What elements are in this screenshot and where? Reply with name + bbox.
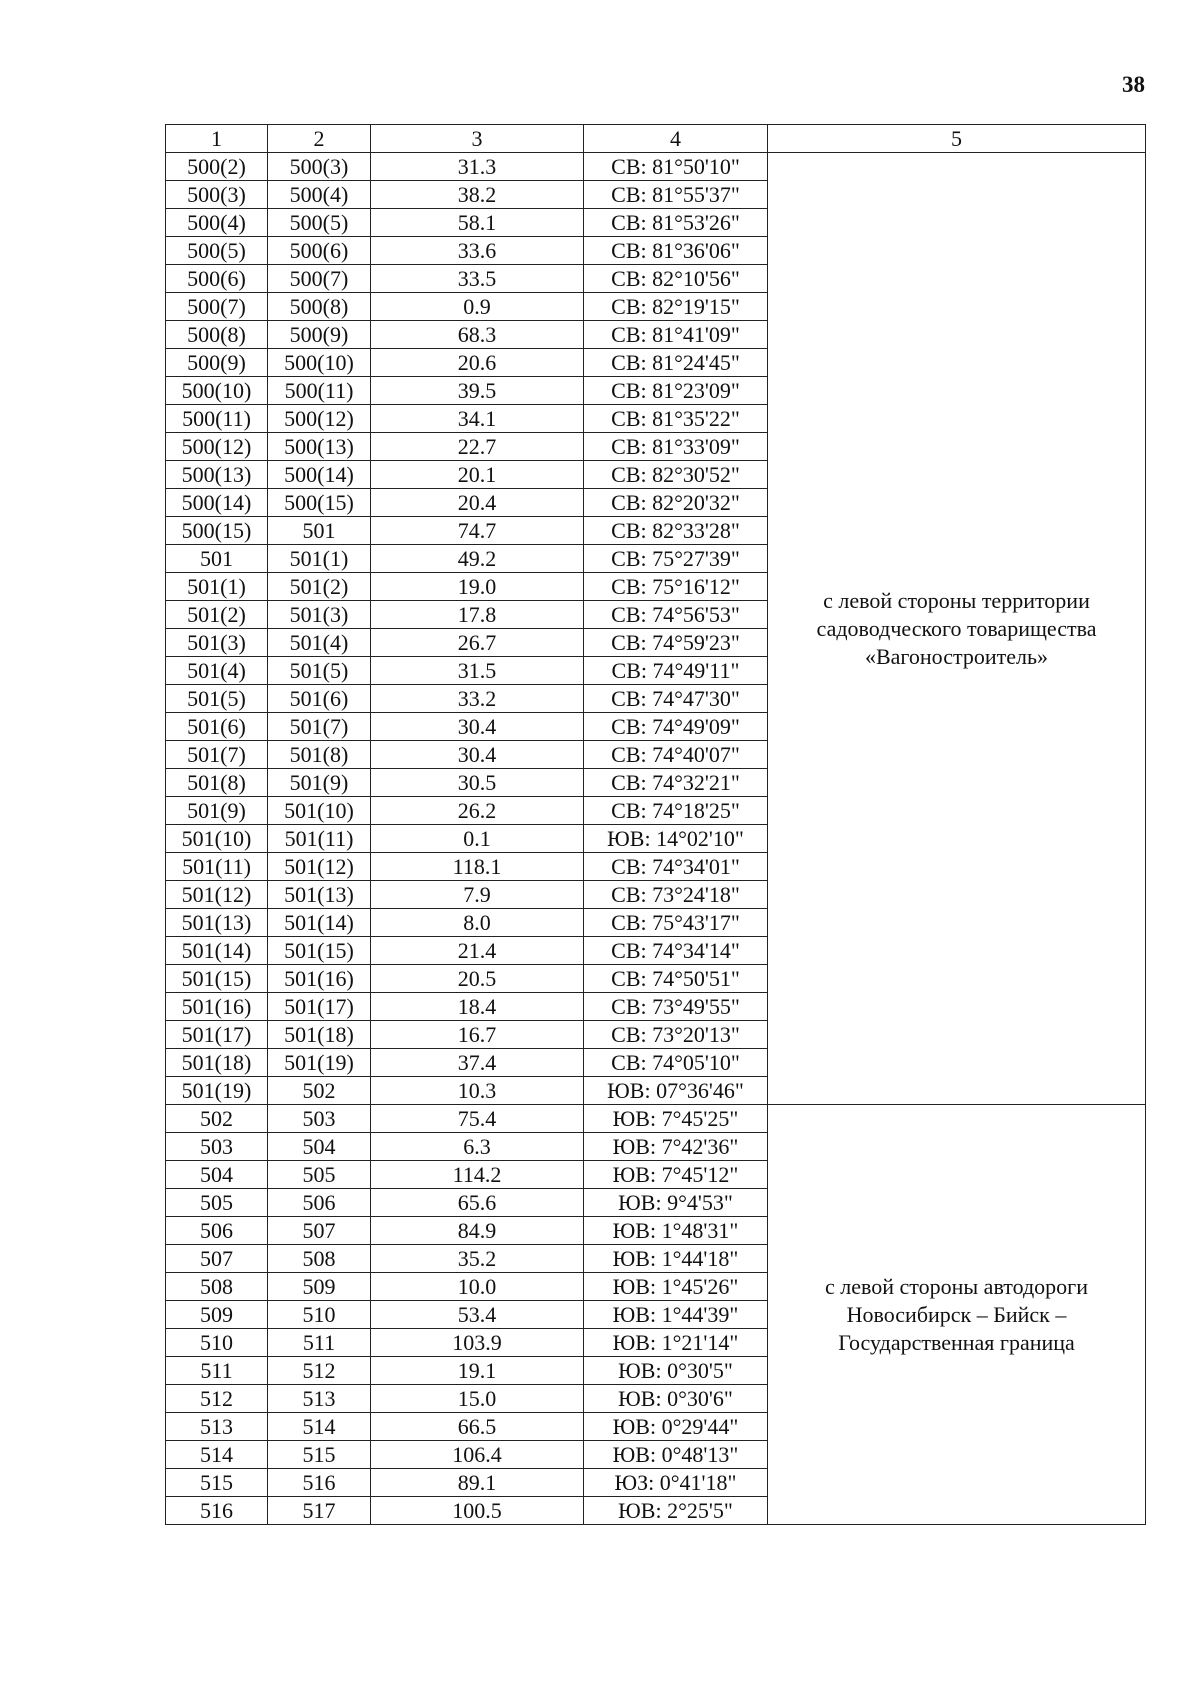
distance-cell: 74.7 xyxy=(371,517,584,545)
from-point-cell: 506 xyxy=(166,1217,268,1245)
from-point-cell: 500(10) xyxy=(166,377,268,405)
bearing-cell: ЮВ: 14°02'10" xyxy=(584,825,768,853)
from-point-cell: 501(14) xyxy=(166,937,268,965)
to-point-cell: 500(4) xyxy=(268,181,371,209)
bearing-cell: СВ: 82°33'28" xyxy=(584,517,768,545)
bearing-cell: ЮВ: 7°45'25" xyxy=(584,1105,768,1133)
bearing-cell: ЮВ: 1°44'39" xyxy=(584,1301,768,1329)
distance-cell: 39.5 xyxy=(371,377,584,405)
to-point-cell: 501(19) xyxy=(268,1049,371,1077)
from-point-cell: 511 xyxy=(166,1357,268,1385)
bearing-cell: ЮВ: 0°48'13" xyxy=(584,1441,768,1469)
bearing-cell: СВ: 81°23'09" xyxy=(584,377,768,405)
from-point-cell: 512 xyxy=(166,1385,268,1413)
bearing-cell: СВ: 74°40'07" xyxy=(584,741,768,769)
to-point-cell: 500(13) xyxy=(268,433,371,461)
to-point-cell: 501(3) xyxy=(268,601,371,629)
from-point-cell: 509 xyxy=(166,1301,268,1329)
from-point-cell: 500(15) xyxy=(166,517,268,545)
distance-cell: 21.4 xyxy=(371,937,584,965)
distance-cell: 16.7 xyxy=(371,1021,584,1049)
from-point-cell: 501(19) xyxy=(166,1077,268,1105)
distance-cell: 31.5 xyxy=(371,657,584,685)
bearing-cell: СВ: 74°34'14" xyxy=(584,937,768,965)
to-point-cell: 501(8) xyxy=(268,741,371,769)
distance-cell: 68.3 xyxy=(371,321,584,349)
from-point-cell: 500(3) xyxy=(166,181,268,209)
from-point-cell: 510 xyxy=(166,1329,268,1357)
bearing-cell: ЮЗ: 0°41'18" xyxy=(584,1469,768,1497)
distance-cell: 20.4 xyxy=(371,489,584,517)
distance-cell: 100.5 xyxy=(371,1497,584,1525)
from-point-cell: 502 xyxy=(166,1105,268,1133)
distance-cell: 0.9 xyxy=(371,293,584,321)
to-point-cell: 500(9) xyxy=(268,321,371,349)
to-point-cell: 501(9) xyxy=(268,769,371,797)
to-point-cell: 501(4) xyxy=(268,629,371,657)
distance-cell: 30.5 xyxy=(371,769,584,797)
bearing-cell: СВ: 82°30'52" xyxy=(584,461,768,489)
distance-cell: 10.0 xyxy=(371,1273,584,1301)
distance-cell: 114.2 xyxy=(371,1161,584,1189)
distance-cell: 103.9 xyxy=(371,1329,584,1357)
to-point-cell: 501(17) xyxy=(268,993,371,1021)
to-point-cell: 508 xyxy=(268,1245,371,1273)
to-point-cell: 500(5) xyxy=(268,209,371,237)
distance-cell: 15.0 xyxy=(371,1385,584,1413)
distance-cell: 33.5 xyxy=(371,265,584,293)
to-point-cell: 500(8) xyxy=(268,293,371,321)
column-header-4: 4 xyxy=(584,125,768,153)
to-point-cell: 501(1) xyxy=(268,545,371,573)
to-point-cell: 501(5) xyxy=(268,657,371,685)
bearing-cell: ЮВ: 7°42'36" xyxy=(584,1133,768,1161)
to-point-cell: 516 xyxy=(268,1469,371,1497)
from-point-cell: 500(5) xyxy=(166,237,268,265)
from-point-cell: 500(6) xyxy=(166,265,268,293)
to-point-cell: 500(7) xyxy=(268,265,371,293)
to-point-cell: 512 xyxy=(268,1357,371,1385)
to-point-cell: 506 xyxy=(268,1189,371,1217)
to-point-cell: 510 xyxy=(268,1301,371,1329)
boundary-table xyxy=(165,124,1146,1525)
bearing-cell: СВ: 74°05'10" xyxy=(584,1049,768,1077)
from-point-cell: 501(12) xyxy=(166,881,268,909)
distance-cell: 30.4 xyxy=(371,741,584,769)
to-point-cell: 501(16) xyxy=(268,965,371,993)
bearing-cell: СВ: 74°34'01" xyxy=(584,853,768,881)
from-point-cell: 501(13) xyxy=(166,909,268,937)
from-point-cell: 507 xyxy=(166,1245,268,1273)
bearing-cell: ЮВ: 07°36'46" xyxy=(584,1077,768,1105)
table-row xyxy=(166,1105,1146,1133)
distance-cell: 33.6 xyxy=(371,237,584,265)
distance-cell: 84.9 xyxy=(371,1217,584,1245)
from-point-cell: 501(4) xyxy=(166,657,268,685)
from-point-cell: 500(14) xyxy=(166,489,268,517)
distance-cell: 49.2 xyxy=(371,545,584,573)
boundary-description-cell: с левой стороны территории садоводческого товарищества «Вагоностроитель» xyxy=(768,153,1146,1105)
to-point-cell: 501(10) xyxy=(268,797,371,825)
distance-cell: 7.9 xyxy=(371,881,584,909)
distance-cell: 58.1 xyxy=(371,209,584,237)
table-row xyxy=(166,153,1146,181)
bearing-cell: СВ: 74°59'23" xyxy=(584,629,768,657)
to-point-cell: 501(13) xyxy=(268,881,371,909)
distance-cell: 20.6 xyxy=(371,349,584,377)
from-point-cell: 515 xyxy=(166,1469,268,1497)
from-point-cell: 505 xyxy=(166,1189,268,1217)
from-point-cell: 513 xyxy=(166,1413,268,1441)
distance-cell: 38.2 xyxy=(371,181,584,209)
bearing-cell: СВ: 74°56'53" xyxy=(584,601,768,629)
distance-cell: 8.0 xyxy=(371,909,584,937)
bearing-cell: ЮВ: 2°25'5" xyxy=(584,1497,768,1525)
bearing-cell: СВ: 74°49'11" xyxy=(584,657,768,685)
from-point-cell: 500(4) xyxy=(166,209,268,237)
distance-cell: 30.4 xyxy=(371,713,584,741)
to-point-cell: 501(15) xyxy=(268,937,371,965)
to-point-cell: 517 xyxy=(268,1497,371,1525)
from-point-cell: 500(8) xyxy=(166,321,268,349)
from-point-cell: 508 xyxy=(166,1273,268,1301)
to-point-cell: 501(18) xyxy=(268,1021,371,1049)
bearing-cell: СВ: 73°20'13" xyxy=(584,1021,768,1049)
bearing-cell: СВ: 82°10'56" xyxy=(584,265,768,293)
from-point-cell: 501 xyxy=(166,545,268,573)
to-point-cell: 500(12) xyxy=(268,405,371,433)
bearing-cell: СВ: 74°50'51" xyxy=(584,965,768,993)
from-point-cell: 500(11) xyxy=(166,405,268,433)
to-point-cell: 509 xyxy=(268,1273,371,1301)
bearing-cell: СВ: 74°49'09" xyxy=(584,713,768,741)
distance-cell: 26.7 xyxy=(371,629,584,657)
from-point-cell: 501(3) xyxy=(166,629,268,657)
bearing-cell: СВ: 73°49'55" xyxy=(584,993,768,1021)
bearing-cell: ЮВ: 9°4'53" xyxy=(584,1189,768,1217)
column-header-1: 1 xyxy=(166,125,268,153)
distance-cell: 34.1 xyxy=(371,405,584,433)
to-point-cell: 501(6) xyxy=(268,685,371,713)
bearing-cell: СВ: 81°35'22" xyxy=(584,405,768,433)
bearing-cell: СВ: 73°24'18" xyxy=(584,881,768,909)
from-point-cell: 501(5) xyxy=(166,685,268,713)
bearing-cell: ЮВ: 1°45'26" xyxy=(584,1273,768,1301)
bearing-cell: СВ: 81°36'06" xyxy=(584,237,768,265)
from-point-cell: 501(6) xyxy=(166,713,268,741)
bearing-cell: ЮВ: 0°30'5" xyxy=(584,1357,768,1385)
distance-cell: 10.3 xyxy=(371,1077,584,1105)
bearing-cell: СВ: 74°18'25" xyxy=(584,797,768,825)
from-point-cell: 500(13) xyxy=(166,461,268,489)
distance-cell: 17.8 xyxy=(371,601,584,629)
to-point-cell: 514 xyxy=(268,1413,371,1441)
from-point-cell: 501(17) xyxy=(166,1021,268,1049)
from-point-cell: 501(2) xyxy=(166,601,268,629)
bearing-cell: СВ: 75°27'39" xyxy=(584,545,768,573)
distance-cell: 20.1 xyxy=(371,461,584,489)
from-point-cell: 514 xyxy=(166,1441,268,1469)
distance-cell: 37.4 xyxy=(371,1049,584,1077)
to-point-cell: 507 xyxy=(268,1217,371,1245)
distance-cell: 35.2 xyxy=(371,1245,584,1273)
distance-cell: 66.5 xyxy=(371,1413,584,1441)
distance-cell: 106.4 xyxy=(371,1441,584,1469)
distance-cell: 75.4 xyxy=(371,1105,584,1133)
from-point-cell: 501(10) xyxy=(166,825,268,853)
from-point-cell: 503 xyxy=(166,1133,268,1161)
distance-cell: 33.2 xyxy=(371,685,584,713)
distance-cell: 22.7 xyxy=(371,433,584,461)
distance-cell: 89.1 xyxy=(371,1469,584,1497)
to-point-cell: 513 xyxy=(268,1385,371,1413)
distance-cell: 19.0 xyxy=(371,573,584,601)
to-point-cell: 500(6) xyxy=(268,237,371,265)
to-point-cell: 505 xyxy=(268,1161,371,1189)
column-header-5: 5 xyxy=(768,125,1146,153)
to-point-cell: 501 xyxy=(268,517,371,545)
column-header-2: 2 xyxy=(268,125,371,153)
from-point-cell: 501(18) xyxy=(166,1049,268,1077)
distance-cell: 18.4 xyxy=(371,993,584,1021)
from-point-cell: 501(15) xyxy=(166,965,268,993)
from-point-cell: 501(11) xyxy=(166,853,268,881)
to-point-cell: 501(12) xyxy=(268,853,371,881)
to-point-cell: 504 xyxy=(268,1133,371,1161)
bearing-cell: ЮВ: 1°48'31" xyxy=(584,1217,768,1245)
from-point-cell: 501(7) xyxy=(166,741,268,769)
bearing-cell: СВ: 81°55'37" xyxy=(584,181,768,209)
bearing-cell: СВ: 75°16'12" xyxy=(584,573,768,601)
distance-cell: 19.1 xyxy=(371,1357,584,1385)
to-point-cell: 500(11) xyxy=(268,377,371,405)
bearing-cell: ЮВ: 1°44'18" xyxy=(584,1245,768,1273)
bearing-cell: СВ: 81°50'10" xyxy=(584,153,768,181)
to-point-cell: 503 xyxy=(268,1105,371,1133)
distance-cell: 0.1 xyxy=(371,825,584,853)
boundary-description-cell: с левой стороны автодороги Новосибирск – Бийск – Государственная граница xyxy=(768,1105,1146,1525)
page-number: 38 xyxy=(1122,72,1145,97)
distance-cell: 65.6 xyxy=(371,1189,584,1217)
bearing-cell: СВ: 81°24'45" xyxy=(584,349,768,377)
distance-cell: 6.3 xyxy=(371,1133,584,1161)
distance-cell: 20.5 xyxy=(371,965,584,993)
bearing-cell: СВ: 74°47'30" xyxy=(584,685,768,713)
bearing-cell: СВ: 81°41'09" xyxy=(584,321,768,349)
bearing-cell: СВ: 82°19'15" xyxy=(584,293,768,321)
table-body xyxy=(166,153,1146,1525)
bearing-cell: ЮВ: 0°30'6" xyxy=(584,1385,768,1413)
to-point-cell: 501(2) xyxy=(268,573,371,601)
to-point-cell: 501(14) xyxy=(268,909,371,937)
bearing-cell: СВ: 82°20'32" xyxy=(584,489,768,517)
from-point-cell: 500(7) xyxy=(166,293,268,321)
distance-cell: 118.1 xyxy=(371,853,584,881)
to-point-cell: 501(7) xyxy=(268,713,371,741)
to-point-cell: 500(10) xyxy=(268,349,371,377)
to-point-cell: 511 xyxy=(268,1329,371,1357)
bearing-cell: СВ: 75°43'17" xyxy=(584,909,768,937)
to-point-cell: 500(14) xyxy=(268,461,371,489)
from-point-cell: 501(16) xyxy=(166,993,268,1021)
from-point-cell: 500(2) xyxy=(166,153,268,181)
from-point-cell: 500(9) xyxy=(166,349,268,377)
bearing-cell: ЮВ: 1°21'14" xyxy=(584,1329,768,1357)
to-point-cell: 500(3) xyxy=(268,153,371,181)
distance-cell: 26.2 xyxy=(371,797,584,825)
from-point-cell: 501(9) xyxy=(166,797,268,825)
to-point-cell: 501(11) xyxy=(268,825,371,853)
bearing-cell: ЮВ: 0°29'44" xyxy=(584,1413,768,1441)
from-point-cell: 501(8) xyxy=(166,769,268,797)
to-point-cell: 515 xyxy=(268,1441,371,1469)
to-point-cell: 502 xyxy=(268,1077,371,1105)
to-point-cell: 500(15) xyxy=(268,489,371,517)
distance-cell: 31.3 xyxy=(371,153,584,181)
column-header-3: 3 xyxy=(371,125,584,153)
table-header-row xyxy=(166,125,1146,153)
bearing-cell: СВ: 81°33'09" xyxy=(584,433,768,461)
from-point-cell: 516 xyxy=(166,1497,268,1525)
from-point-cell: 501(1) xyxy=(166,573,268,601)
from-point-cell: 500(12) xyxy=(166,433,268,461)
bearing-cell: СВ: 74°32'21" xyxy=(584,769,768,797)
bearing-cell: ЮВ: 7°45'12" xyxy=(584,1161,768,1189)
from-point-cell: 504 xyxy=(166,1161,268,1189)
distance-cell: 53.4 xyxy=(371,1301,584,1329)
bearing-cell: СВ: 81°53'26" xyxy=(584,209,768,237)
